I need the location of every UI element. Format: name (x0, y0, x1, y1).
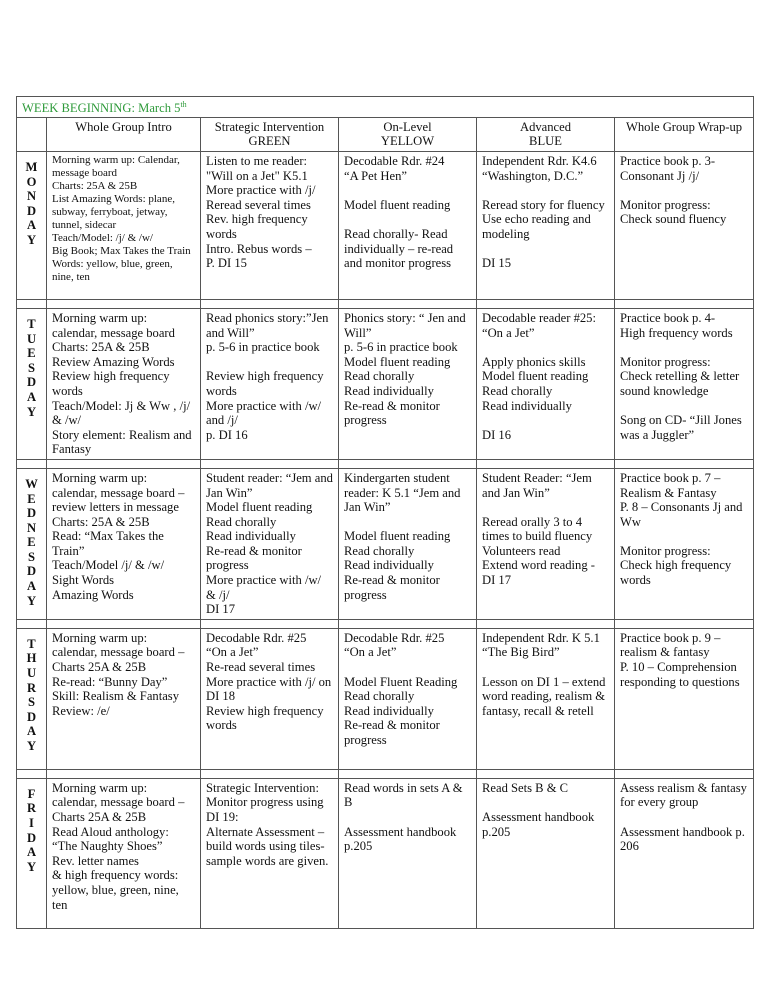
spacer-cell (17, 459, 47, 468)
spacer-cell (477, 769, 615, 778)
spacer-cell (477, 619, 615, 628)
spacer-row (17, 769, 754, 778)
day-row (17, 308, 754, 459)
spacer-cell (615, 619, 754, 628)
day-label: T H U R S D A Y (17, 628, 47, 769)
plan-cell: Student reader: “Jem and Jan Win” Model fluent reading Read chorally Read individually Re-read & monitor progress More practice with /w/ & /j/ DI 17 (201, 468, 339, 619)
day-row (17, 778, 754, 928)
spacer-cell (615, 299, 754, 308)
header-on-level: On-Level YELLOW (339, 117, 477, 151)
plan-cell: Decodable reader #25: “On a Jet” Apply phonics skills Model fluent reading Read chorally Read individually DI 16 (477, 308, 615, 459)
spacer-row (17, 299, 754, 308)
plan-cell: Practice book p. 4- High frequency words Monitor progress: Check retelling & letter sound knowledge Song on CD- “Jill Jones was a Juggler” (615, 308, 754, 459)
plan-cell: Assess realism & fantasy for every group Assessment handbook p. 206 (615, 778, 754, 928)
day-row (17, 468, 754, 619)
spacer-cell (339, 459, 477, 468)
spacer-cell (201, 459, 339, 468)
week-beginning (17, 97, 754, 118)
plan-cell: Independent Rdr. K 5.1 “The Big Bird” Lesson on DI 1 – extend word reading, realism & fantasy, recall & retell (477, 628, 615, 769)
spacer-cell (615, 459, 754, 468)
spacer-cell (47, 459, 201, 468)
plan-cell: Morning warm up: calendar, message board – Charts 25A & 25B Re-read: “Bunny Day” Skill: Realism & Fantasy Review: /e/ (47, 628, 201, 769)
spacer-cell (201, 769, 339, 778)
spacer-cell (477, 459, 615, 468)
spacer-cell (17, 769, 47, 778)
plan-cell: Morning warm up: calendar, message board – Charts 25A & 25B Read Aloud anthology: “The Naughty Shoes” Rev. letter names & high frequency words: yellow, blue, green, nine, ten (47, 778, 201, 928)
header-row (17, 117, 754, 151)
plan-cell: Decodable Rdr. #25 “On a Jet” Re-read several times More practice with /j/ on DI 18 Review high frequency words (201, 628, 339, 769)
day-label: F R I D A Y (17, 778, 47, 928)
week-sup: th (180, 100, 187, 109)
plan-cell: Practice book p. 3- Consonant Jj /j/ Monitor progress: Check sound fluency (615, 151, 754, 299)
spacer-cell (47, 619, 201, 628)
spacer-cell (17, 619, 47, 628)
plan-cell: Morning warm up: Calendar, message board Charts: 25A & 25B List Amazing Words: plane, subway, ferryboat, jetway, tunnel, sidecar Teach/Model: /j/ & /w/ Big Book; Max Takes the Train Words: yellow, blue, green, nine, ten (47, 151, 201, 299)
day-row (17, 151, 754, 299)
header-blank (17, 117, 47, 151)
header-advanced: Advanced BLUE (477, 117, 615, 151)
plan-cell: Independent Rdr. K4.6 “Washington, D.C.” Reread story for fluency Use echo reading and modeling DI 15 (477, 151, 615, 299)
spacer-cell (615, 769, 754, 778)
spacer-cell (339, 619, 477, 628)
header-wrap-up: Whole Group Wrap-up (615, 117, 754, 151)
plan-cell: Kindergarten student reader: K 5.1 “Jem and Jan Win” Model fluent reading Read chorally Read individually Re-read & monitor progress (339, 468, 477, 619)
header-strategic: Strategic Intervention GREEN (201, 117, 339, 151)
day-row (17, 628, 754, 769)
day-label: W E D N E S D A Y (17, 468, 47, 619)
plan-cell: Decodable Rdr. #25 “On a Jet” Model Fluent Reading Read chorally Read individually Re-read & monitor progress (339, 628, 477, 769)
spacer-cell (201, 299, 339, 308)
lesson-plan-table (16, 96, 754, 929)
day-label: T U E S D A Y (17, 308, 47, 459)
spacer-cell (339, 769, 477, 778)
plan-cell: Strategic Intervention: Monitor progress using DI 19: Alternate Assessment – build words using tiles- sample words are given. (201, 778, 339, 928)
spacer-cell (47, 299, 201, 308)
header-whole-group-intro: Whole Group Intro (47, 117, 201, 151)
spacer-row (17, 459, 754, 468)
plan-cell: Phonics story: “ Jen and Will” p. 5-6 in practice book Model fluent reading Read chorally Read individually Re-read & monitor progress (339, 308, 477, 459)
spacer-cell (477, 299, 615, 308)
week-label: WEEK BEGINNING: March 5 (22, 101, 181, 116)
spacer-row (17, 619, 754, 628)
plan-cell: Morning warm up: calendar, message board Charts: 25A & 25B Review Amazing Words Review high frequency words Teach/Model: Jj & Ww , /j/ & /w/ Story element: Realism and Fantasy (47, 308, 201, 459)
plan-cell: Practice book p. 9 – realism & fantasy P. 10 – Comprehension responding to questions (615, 628, 754, 769)
plan-cell: Student Reader: “Jem and Jan Win” Reread orally 3 to 4 times to build fluency Volunteers read Extend word reading - DI 17 (477, 468, 615, 619)
day-label: M O N D A Y (17, 151, 47, 299)
spacer-cell (47, 769, 201, 778)
plan-cell: Morning warm up: calendar, message board – review letters in message Charts: 25A & 25B Read: “Max Takes the Train” Teach/Model /j/ & /w/ Sight Words Amazing Words (47, 468, 201, 619)
spacer-cell (17, 299, 47, 308)
plan-cell: Decodable Rdr. #24 “A Pet Hen” Model fluent reading Read chorally- Read individually – re-read and monitor progress (339, 151, 477, 299)
plan-cell: Practice book p. 7 – Realism & Fantasy P. 8 – Consonants Jj and Ww Monitor progress: Check high frequency words (615, 468, 754, 619)
plan-cell: Read Sets B & C Assessment handbook p.205 (477, 778, 615, 928)
plan-cell: Read phonics story:”Jen and Will” p. 5-6 in practice book Review high frequency words More practice with /w/ and /j/ p. DI 16 (201, 308, 339, 459)
spacer-cell (339, 299, 477, 308)
spacer-cell (201, 619, 339, 628)
plan-cell: Read words in sets A & B Assessment handbook p.205 (339, 778, 477, 928)
plan-cell: Listen to me reader: "Will on a Jet" K5.1 More practice with /j/ Reread several times Rev. high frequency words Intro. Rebus words – P. DI 15 (201, 151, 339, 299)
